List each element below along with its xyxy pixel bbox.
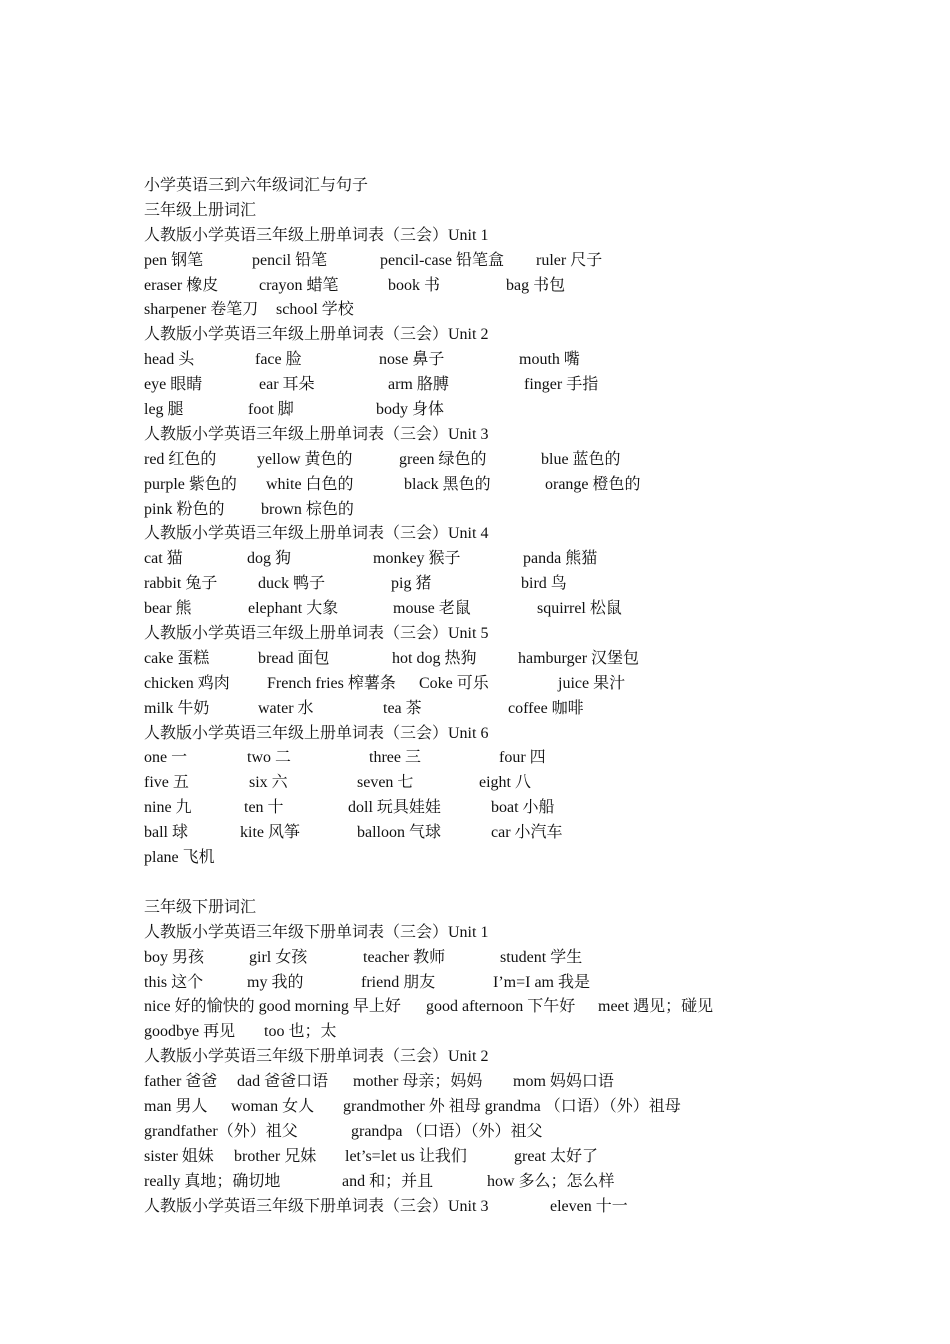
vocab-row xyxy=(144,796,904,821)
vocab-item: hamburger 汉堡包 xyxy=(518,649,640,667)
vocab-row xyxy=(144,1170,904,1195)
vocab-item: sister 姐妹 xyxy=(144,1147,214,1165)
unit-heading: 人教版小学英语三年级上册单词表（三会）Unit 6 xyxy=(144,724,489,742)
vocab-item: cat 猫 xyxy=(144,550,183,568)
vocab-item: meet 遇见；碰见 xyxy=(598,998,714,1016)
vocab-item: man 男人 xyxy=(144,1097,208,1115)
vocab-row xyxy=(144,572,904,597)
vocab-item: this 这个 xyxy=(144,973,204,991)
vocab-item: yellow 黄色的 xyxy=(257,450,353,468)
unit-heading-row xyxy=(144,1195,904,1220)
vocab-row xyxy=(144,473,904,498)
vocab-item: eraser 橡皮 xyxy=(144,276,219,294)
blank-line xyxy=(144,871,904,896)
vocab-item: how 多么；怎么样 xyxy=(487,1172,615,1190)
vocab-item: hot dog 热狗 xyxy=(392,649,477,667)
vocab-item: grandfather（外）祖父 xyxy=(144,1122,298,1140)
vocab-item: father 爸爸 xyxy=(144,1073,218,1091)
unit-heading: 人教版小学英语三年级下册单词表（三会）Unit 3 xyxy=(144,1197,489,1215)
vocab-item: panda 熊猫 xyxy=(523,550,598,568)
vocab-item: purple 紫色的 xyxy=(144,475,237,493)
vocab-item: mother 母亲；妈妈 xyxy=(353,1073,483,1091)
vocab-item: pencil 铅笔 xyxy=(252,251,328,269)
vocab-item: brown 棕色的 xyxy=(261,500,354,518)
vocab-item: sharpener 卷笔刀 xyxy=(144,301,259,319)
vocab-item: let’s=let us 让我们 xyxy=(345,1147,467,1165)
vocab-row xyxy=(144,348,904,373)
vocab-item: head 头 xyxy=(144,351,195,369)
vocab-item: ruler 尺子 xyxy=(536,251,603,269)
vocab-item: student 学生 xyxy=(500,948,583,966)
vocab-item: good afternoon 下午好 xyxy=(426,998,576,1016)
vocab-item: kite 风筝 xyxy=(240,824,300,842)
vocab-item: nice 好的愉快的 good morning 早上好 xyxy=(144,998,401,1016)
vocab-item: five 五 xyxy=(144,774,189,792)
vocab-item: leg 腿 xyxy=(144,401,184,419)
vocab-row xyxy=(144,647,904,672)
vocab-item: mom 妈妈口语 xyxy=(513,1073,614,1091)
vocab-item: squirrel 松鼠 xyxy=(537,600,622,618)
vocab-item: girl 女孩 xyxy=(249,948,308,966)
vocab-item: juice 果汁 xyxy=(558,674,626,692)
vocab-item: six 六 xyxy=(249,774,288,792)
vocab-row xyxy=(144,821,904,846)
vocab-item: Coke 可乐 xyxy=(419,674,489,692)
vocab-item: nine 九 xyxy=(144,799,192,817)
vocab-item: bag 书包 xyxy=(506,276,566,294)
vocab-row xyxy=(144,274,904,299)
vocab-item: my 我的 xyxy=(247,973,304,991)
vocab-item: two 二 xyxy=(247,749,292,767)
vocab-row xyxy=(144,1020,904,1045)
vocab-item: foot 脚 xyxy=(248,401,294,419)
vocab-item: black 黑色的 xyxy=(404,475,491,493)
vocab-item: four 四 xyxy=(499,749,546,767)
unit-heading: 人教版小学英语三年级上册单词表（三会）Unit 1 xyxy=(144,226,489,244)
vocab-item: mouth 嘴 xyxy=(519,351,580,369)
vocab-item: green 绿色的 xyxy=(399,450,487,468)
vocab-item: tea 茶 xyxy=(383,699,422,717)
vocab-item: crayon 蜡笔 xyxy=(259,276,339,294)
vocab-row xyxy=(144,373,904,398)
vocab-item: face 脸 xyxy=(255,351,302,369)
vocab-row xyxy=(144,1120,904,1145)
vocab-item: pencil-case 铅笔盒 xyxy=(380,251,504,269)
vocab-item: goodbye 再见 xyxy=(144,1023,236,1041)
vocab-item: eye 眼睛 xyxy=(144,376,203,394)
vocab-item: cake 蛋糕 xyxy=(144,649,210,667)
vocab-row xyxy=(144,946,904,971)
vocab-row xyxy=(144,1145,904,1170)
vocab-row xyxy=(144,846,904,871)
vocab-item: I’m=I am 我是 xyxy=(493,973,591,991)
document-title: 小学英语三到六年级词汇与句子 xyxy=(144,177,369,194)
vocab-item: great 太好了 xyxy=(514,1147,598,1165)
vocab-item: book 书 xyxy=(388,276,441,294)
vocab-row xyxy=(144,448,904,473)
vocab-item: coffee 咖啡 xyxy=(508,699,584,717)
vocab-item: grandpa （口语）（外）祖父 xyxy=(351,1122,543,1140)
vocab-row xyxy=(144,298,904,323)
vocab-item: car 小汽车 xyxy=(491,824,563,842)
vocab-row xyxy=(144,995,904,1020)
vocab-item: blue 蓝色的 xyxy=(541,450,621,468)
vocab-row xyxy=(144,697,904,722)
unit-heading: 人教版小学英语三年级下册单词表（三会）Unit 1 xyxy=(144,923,489,941)
document-body xyxy=(144,174,904,1219)
unit-heading: 人教版小学英语三年级下册单词表（三会）Unit 2 xyxy=(144,1048,489,1066)
vocab-row xyxy=(144,1095,904,1120)
vocab-item: finger 手指 xyxy=(524,376,599,394)
vocab-item: balloon 气球 xyxy=(357,824,441,842)
vocab-item: ten 十 xyxy=(244,799,284,817)
vocab-item: three 三 xyxy=(369,749,421,767)
vocab-item: eight 八 xyxy=(479,774,531,792)
unit-heading: 人教版小学英语三年级上册单词表（三会）Unit 2 xyxy=(144,326,489,344)
vocab-item: rabbit 兔子 xyxy=(144,575,218,593)
vocab-item: boat 小船 xyxy=(491,799,555,817)
vocab-item: duck 鸭子 xyxy=(258,575,326,593)
vocab-item: woman 女人 xyxy=(231,1097,315,1115)
vocab-item: doll 玩具娃娃 xyxy=(348,799,441,817)
unit-heading: 人教版小学英语三年级上册单词表（三会）Unit 5 xyxy=(144,625,489,643)
vocab-item: too 也；太 xyxy=(264,1023,337,1041)
vocab-item: pink 粉色的 xyxy=(144,500,225,518)
vocab-item: grandmother 外 祖母 grandma （口语）（外）祖母 xyxy=(343,1097,681,1115)
vocab-item: arm 胳膊 xyxy=(388,376,449,394)
vocab-item: elephant 大象 xyxy=(248,600,339,618)
vocab-row xyxy=(144,547,904,572)
vocab-row xyxy=(144,398,904,423)
vocab-item: seven 七 xyxy=(357,774,414,792)
vocab-item: teacher 教师 xyxy=(363,948,446,966)
vocab-item: eleven 十一 xyxy=(550,1197,628,1215)
vocab-item: orange 橙色的 xyxy=(545,475,641,493)
vocab-row xyxy=(144,597,904,622)
section-heading: 三年级上册词汇 xyxy=(144,201,257,219)
vocab-row xyxy=(144,249,904,274)
vocab-item: body 身体 xyxy=(376,401,445,419)
vocab-item: bird 鸟 xyxy=(521,575,567,593)
vocab-item: friend 朋友 xyxy=(361,973,436,991)
vocab-item: chicken 鸡肉 xyxy=(144,674,230,692)
vocab-row xyxy=(144,971,904,996)
vocab-item: plane 飞机 xyxy=(144,849,215,867)
vocab-item: monkey 猴子 xyxy=(373,550,461,568)
vocab-item: French fries 榨薯条 xyxy=(267,674,396,692)
vocab-item: and 和；并且 xyxy=(342,1172,434,1190)
vocab-row xyxy=(144,1070,904,1095)
vocab-item: white 白色的 xyxy=(266,475,354,493)
vocab-row xyxy=(144,746,904,771)
vocab-item: red 红色的 xyxy=(144,450,217,468)
vocab-item: ear 耳朵 xyxy=(259,376,315,394)
vocab-item: bread 面包 xyxy=(258,649,330,667)
section-heading: 三年级下册词汇 xyxy=(144,898,257,916)
vocab-item: bear 熊 xyxy=(144,600,192,618)
vocab-item: nose 鼻子 xyxy=(379,351,445,369)
vocab-item: mouse 老鼠 xyxy=(393,600,471,618)
vocab-item: one 一 xyxy=(144,749,188,767)
vocab-row xyxy=(144,771,904,796)
vocab-row xyxy=(144,498,904,523)
vocab-item: pig 猪 xyxy=(391,575,432,593)
vocab-item: school 学校 xyxy=(276,301,354,319)
vocab-item: pen 钢笔 xyxy=(144,251,204,269)
vocab-item: really 真地；确切地 xyxy=(144,1172,281,1190)
vocab-item: dad 爸爸口语 xyxy=(237,1073,329,1091)
vocab-row xyxy=(144,672,904,697)
unit-heading: 人教版小学英语三年级上册单词表（三会）Unit 3 xyxy=(144,425,489,443)
vocab-item: dog 狗 xyxy=(247,550,292,568)
vocab-item: ball 球 xyxy=(144,824,188,842)
vocab-item: boy 男孩 xyxy=(144,948,205,966)
unit-heading: 人教版小学英语三年级上册单词表（三会）Unit 4 xyxy=(144,525,489,543)
vocab-item: water 水 xyxy=(258,699,314,717)
vocab-item: brother 兄妹 xyxy=(234,1147,317,1165)
vocab-item: milk 牛奶 xyxy=(144,699,210,717)
